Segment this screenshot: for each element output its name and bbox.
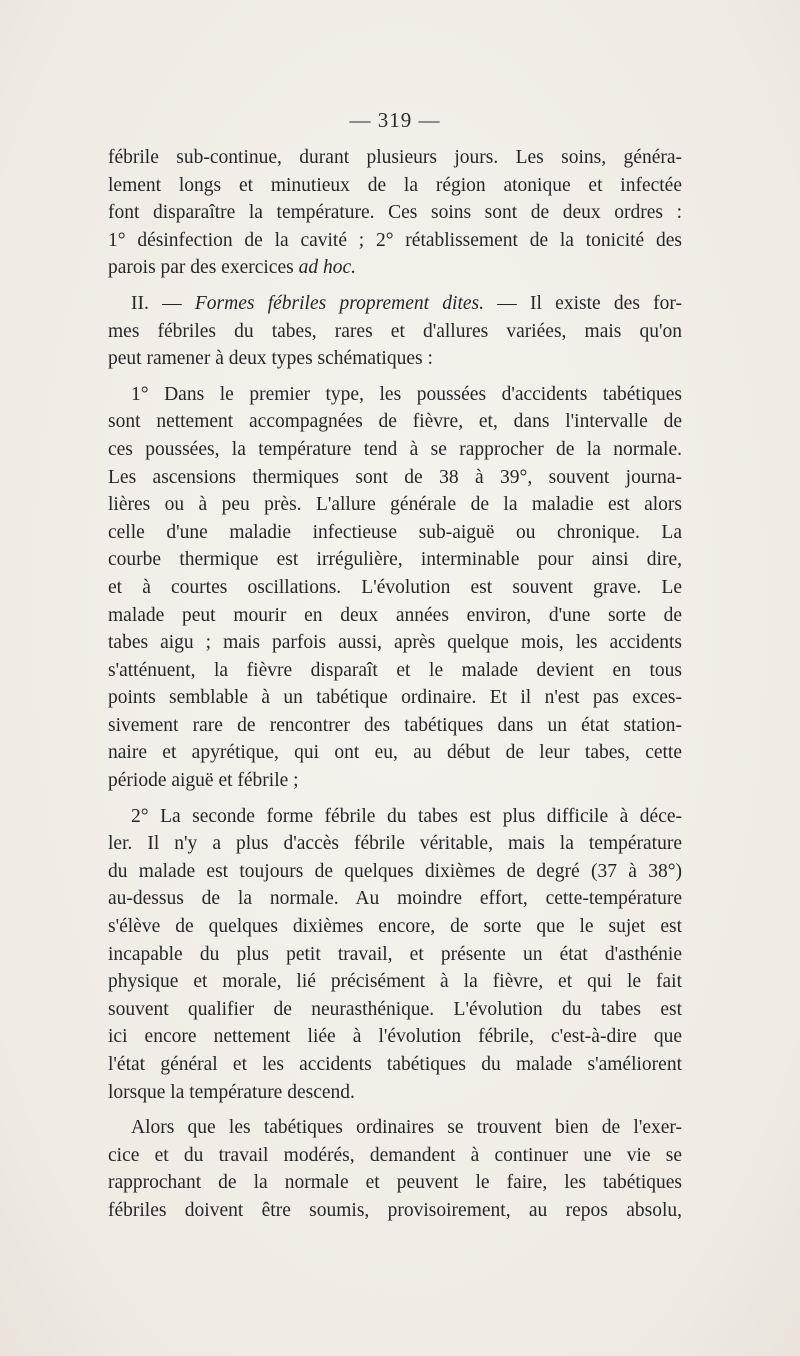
text-line xyxy=(108,290,682,318)
text-line: s'atténuent, la fièvre disparaît et le malade devient en tous xyxy=(108,659,682,681)
text-line: malade peut mourir en deux années environ, d'une sorte de xyxy=(108,604,682,626)
text-line: font disparaître la température. Ces soins sont de deux ordres : xyxy=(108,202,682,224)
text-line: l'état général et les accidents tabétiques du malade s'améliorent xyxy=(108,1054,682,1075)
page-number: — 319 — xyxy=(349,108,441,132)
text-line: lorsque la température descend. xyxy=(108,1081,355,1103)
text-line: peut ramener à deux types schématiques : xyxy=(108,348,433,370)
text-line: ici encore nettement liée à l'évolution fébrile, c'est-à-dire que xyxy=(108,1026,682,1048)
text-line: Alors que les tabétiques ordinaires se trouvent bien de l'exer- xyxy=(131,1117,682,1139)
text-line: ces poussées, la température tend à se rapprocher de la normale. xyxy=(108,438,682,460)
text-line: rapprochant de la normale et peuvent le faire, les tabétiques xyxy=(108,1172,682,1194)
paragraph-2 xyxy=(108,290,682,373)
text-line: période aiguë et fébrile ; xyxy=(108,770,299,792)
paragraph-5 xyxy=(108,1114,682,1224)
text-line: 1° désinfection de la cavité ; 2° rétablissement de la tonicité des xyxy=(108,229,682,251)
text-line: 1° Dans le premier type, les poussées d'accidents tabétiques xyxy=(131,383,682,405)
text-line: fébriles doivent être soumis, provisoirement, au repos absolu, xyxy=(108,1199,682,1221)
text-line: et à courtes oscillations. L'évolution est souvent grave. Le xyxy=(108,576,682,598)
text-line: du malade est toujours de quelques dixièmes de degré (37 à 38°) xyxy=(108,860,682,882)
paragraph-3 xyxy=(108,381,682,795)
text-line xyxy=(108,254,682,282)
text-line: lement longs et minutieux de la région atonique et infectée xyxy=(108,174,682,196)
text-line: s'élève de quelques dixièmes encore, de sorte que le sujet est xyxy=(108,916,682,938)
text-fragment: — Il existe des for- xyxy=(483,292,683,314)
text-line: points semblable à un tabétique ordinaire. Et il n'est pas exces- xyxy=(108,687,682,709)
text-line: au-dessus de la normale. Au moindre effort, cette-température xyxy=(108,888,682,910)
section-title: Formes fébriles proprement dites. xyxy=(194,292,484,314)
text-fragment: parois par des exercices xyxy=(108,257,299,279)
text-line: tabes aigu ; mais parfois aussi, après quelque mois, les accidents xyxy=(108,632,682,654)
text-line: fébrile sub-continue, durant plusieurs jours. Les soins, généra- xyxy=(108,147,682,168)
text-line: 2° La seconde forme fébrile du tabes est plus difficile à déce- xyxy=(131,805,682,827)
text-line: lières ou à peu près. L'allure générale de la maladie est alors xyxy=(108,494,682,516)
text-line: sivement rare de rencontrer des tabétiques dans un état station- xyxy=(108,714,682,736)
text-line: souvent qualifier de neurasthénique. L'évolution du tabes est xyxy=(108,998,682,1020)
paragraph-4 xyxy=(108,803,682,1107)
text-line: cice et du travail modérés, demandent à continuer une vie se xyxy=(108,1144,682,1166)
text-line: mes fébriles du tabes, rares et d'allures variées, mais qu'on xyxy=(108,320,682,342)
text-line: Les ascensions thermiques sont de 38 à 39°, souvent journa- xyxy=(108,466,682,488)
italic-phrase: ad hoc. xyxy=(298,257,356,279)
text-line: ler. Il n'y a plus d'accès fébrile véritable, mais la température xyxy=(108,833,682,855)
text-line: naire et apyrétique, qui ont eu, au début de leur tabes, cette xyxy=(108,742,682,764)
text-line: celle d'une maladie infectieuse sub-aiguë ou chronique. La xyxy=(108,521,682,543)
text-line: sont nettement accompagnées de fièvre, et, dans l'intervalle de xyxy=(108,411,682,433)
text-line: incapable du plus petit travail, et présente un état d'asthénie xyxy=(108,943,682,965)
body-text xyxy=(108,144,682,1225)
section-number: II. — xyxy=(131,292,195,314)
text-line: courbe thermique est irrégulière, interminable pour ainsi dire, xyxy=(108,549,682,571)
text-line: physique et morale, lié précisément à la fièvre, et qui le fait xyxy=(108,971,682,993)
paragraph-1 xyxy=(108,144,682,282)
